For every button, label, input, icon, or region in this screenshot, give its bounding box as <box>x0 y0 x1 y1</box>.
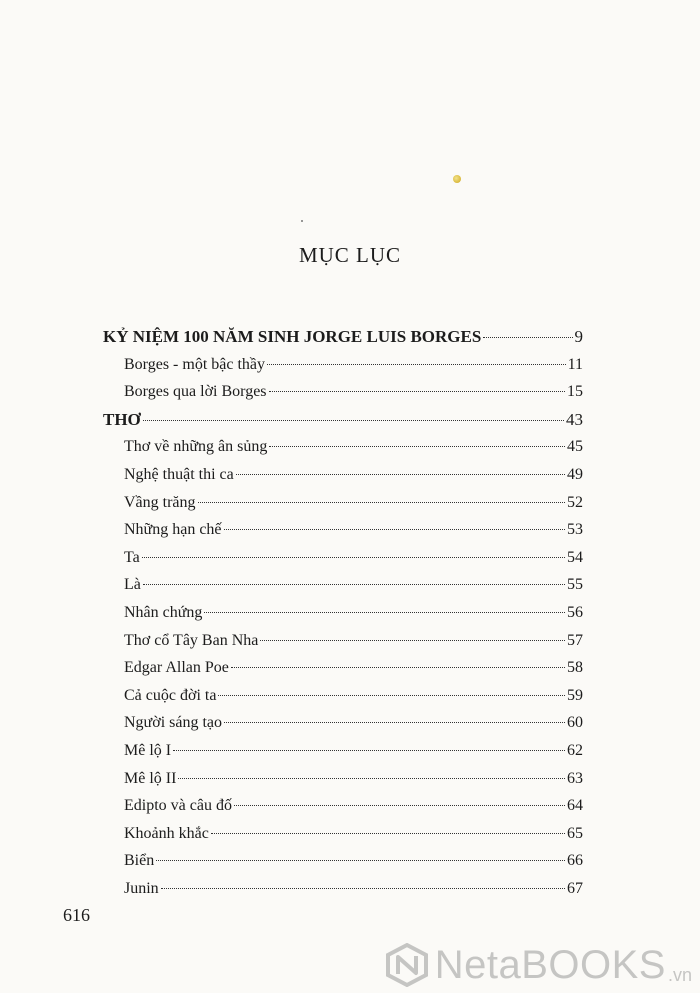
toc-entry-title: Edgar Allan Poe <box>124 659 229 677</box>
dot-leader <box>483 337 572 338</box>
dot-leader <box>224 529 565 530</box>
dot-leader <box>161 888 565 889</box>
toc-entry-title: Là <box>124 576 141 594</box>
toc-entry-title: Nhân chứng <box>124 603 203 621</box>
toc-section-entry <box>103 323 583 351</box>
toc-entry-page: 63 <box>567 769 583 787</box>
toc-entry-page: 54 <box>567 548 583 566</box>
table-of-contents <box>103 323 583 902</box>
toc-entry-title: Biển <box>124 852 155 870</box>
toc-entry-page: 15 <box>567 383 583 401</box>
toc-entry <box>103 489 583 517</box>
toc-entry-page: 57 <box>567 631 583 649</box>
toc-entry <box>103 847 583 875</box>
page-number: 616 <box>63 905 90 925</box>
toc-entry <box>103 820 583 848</box>
page-title: MỤC LỤC <box>298 243 402 267</box>
toc-entry-title: Thơ cổ Tây Ban Nha <box>124 631 259 649</box>
speck-mark <box>301 220 303 222</box>
toc-entry <box>103 627 583 655</box>
toc-entry-page: 11 <box>567 355 583 373</box>
toc-entry <box>103 544 583 572</box>
toc-entry-title: KỶ NIỆM 100 NĂM SINH JORGE LUIS BORGES <box>103 327 482 346</box>
toc-entry <box>103 765 583 793</box>
toc-entry <box>103 516 583 544</box>
toc-entry-page: 59 <box>567 686 583 704</box>
toc-entry <box>103 599 583 627</box>
toc-entry-title: Ta <box>124 548 140 566</box>
dot-leader <box>142 557 565 558</box>
toc-entry-page: 56 <box>567 603 583 621</box>
toc-entry-title: Vầng trăng <box>124 493 196 511</box>
toc-entry-title: Mê lộ II <box>124 769 177 787</box>
toc-entry-title: Những hạn chế <box>124 521 222 539</box>
toc-entry-title: THƠ <box>103 409 141 429</box>
toc-entry-title: Nghệ thuật thi ca <box>124 465 234 483</box>
toc-entry-page: 53 <box>567 521 583 539</box>
toc-entry-page: 52 <box>567 493 583 511</box>
toc-entry-page: 65 <box>567 824 583 842</box>
dot-leader <box>269 446 565 447</box>
toc-entry-page: 49 <box>567 465 583 483</box>
toc-entry <box>103 875 583 903</box>
dot-leader <box>204 612 565 613</box>
toc-entry <box>103 737 583 765</box>
toc-entry-page: 62 <box>567 741 583 759</box>
toc-entry <box>103 709 583 737</box>
dot-leader <box>234 805 565 806</box>
toc-section-entry <box>103 406 583 434</box>
toc-entry-page: 60 <box>567 714 583 732</box>
toc-entry-title: Borges qua lời Borges <box>124 383 267 401</box>
dot-leader <box>143 420 564 421</box>
toc-entry <box>103 682 583 710</box>
toc-entry-title: Cả cuộc đời ta <box>124 686 217 704</box>
toc-entry-page: 43 <box>566 409 583 429</box>
toc-entry-title: Thơ về những ân sủng <box>124 438 268 456</box>
toc-entry-title: Mê lộ I <box>124 741 172 759</box>
dot-leader <box>173 750 565 751</box>
dot-leader <box>269 391 565 392</box>
toc-entry-title: Junin <box>124 879 159 897</box>
toc-entry-page: 9 <box>574 327 583 346</box>
toc-entry-page: 67 <box>567 879 583 897</box>
dot-leader <box>156 860 565 861</box>
toc-entry <box>103 571 583 599</box>
watermark-brand: NetaBOOKS <box>434 942 666 987</box>
ornament-dot <box>453 175 461 183</box>
toc-entry-page: 66 <box>567 852 583 870</box>
dot-leader <box>260 640 565 641</box>
dot-leader <box>224 722 565 723</box>
toc-entry-page: 64 <box>567 797 583 815</box>
dot-leader <box>211 833 565 834</box>
toc-entry-page: 55 <box>567 576 583 594</box>
toc-entry <box>103 461 583 489</box>
toc-entry <box>103 433 583 461</box>
toc-entry-title: Khoảnh khắc <box>124 824 209 842</box>
toc-entry <box>103 654 583 682</box>
dot-leader <box>143 584 565 585</box>
toc-entry-title: Edipto và câu đố <box>124 797 232 815</box>
toc-entry <box>103 378 583 406</box>
dot-leader <box>231 667 565 668</box>
watermark <box>385 937 692 993</box>
dot-leader <box>198 502 565 503</box>
toc-entry-page: 45 <box>567 438 583 456</box>
toc-entry-title: Người sáng tạo <box>124 714 223 732</box>
dot-leader <box>218 695 565 696</box>
toc-entry-title: Borges - một bậc thầy <box>124 355 266 373</box>
toc-entry <box>103 792 583 820</box>
dot-leader <box>267 364 566 365</box>
netabooks-logo-icon <box>385 943 429 987</box>
watermark-suffix: .vn <box>667 964 692 985</box>
toc-entry-page: 58 <box>567 659 583 677</box>
toc-entry <box>103 351 583 379</box>
dot-leader <box>178 778 565 779</box>
dot-leader <box>236 474 565 475</box>
